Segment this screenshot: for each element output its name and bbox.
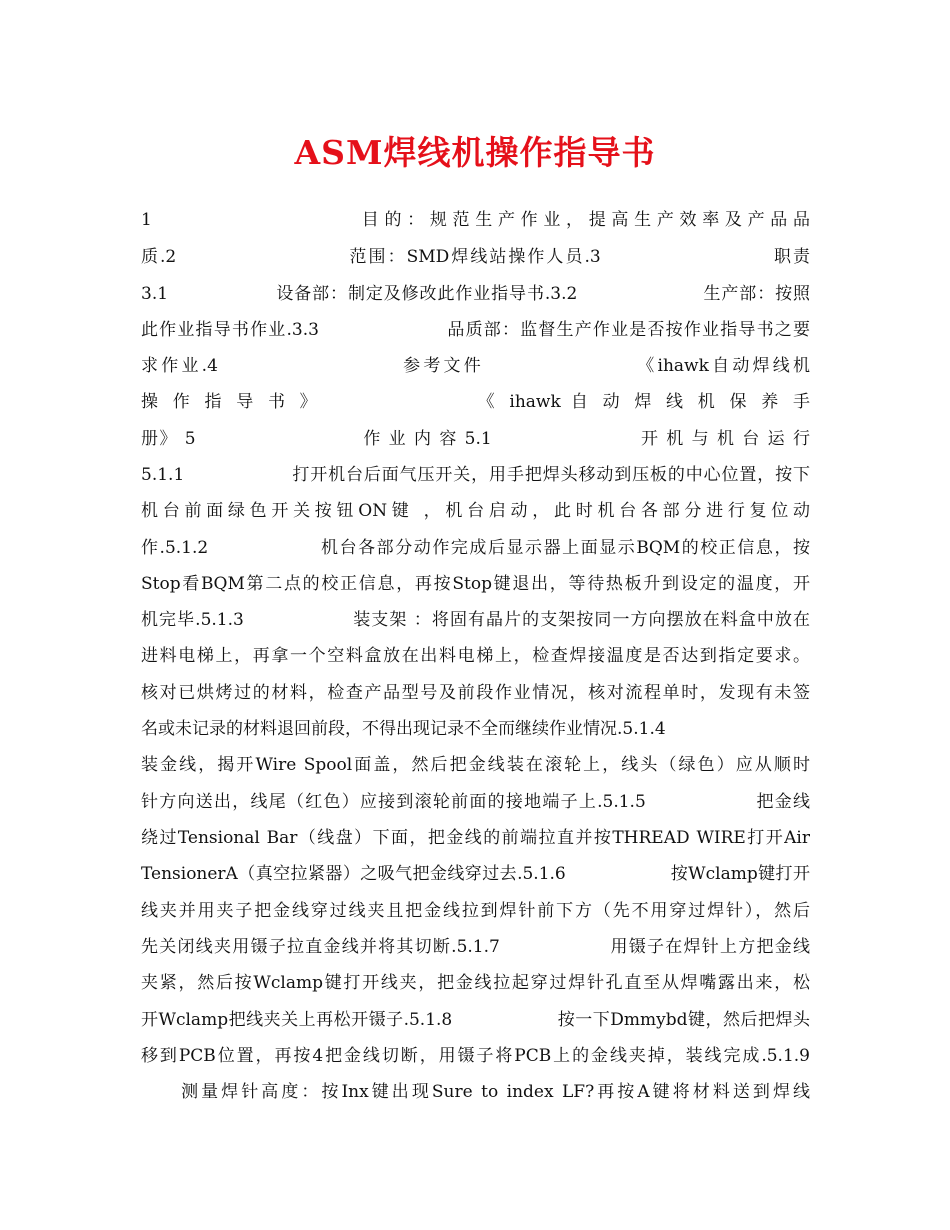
body-line-4: 此作业指导书作业.3.3 品质部：监督生产作业是否按作业指导书之要 [141,320,810,340]
body-line-23: 开Wclamp把线夹关上再松开镊子.5.1.8 按一下Dmmybd键，然后把焊头 [141,1010,810,1030]
body-line-11: Stop看BQM第二点的校正信息，再按Stop键退出，等待热板升到设定的温度，开 [141,574,810,594]
body-line-1: 1 目的：规范生产作业，提高生产效率及产品品 [141,210,810,230]
body-line-13: 进料电梯上，再拿一个空料盒放在出料电梯上，检查焊接温度是否达到指定要求。 [141,646,810,666]
body-line-12: 机完毕.5.1.3 装支架 ：将固有晶片的支架按同一方向摆放在料盒中放在 [141,610,810,630]
body-line-8: 5.1.1 打开机台后面气压开关，用手把焊头移动到压板的中心位置，按下 [141,465,810,485]
body-line-2: 质.2 范围：SMD焊线站操作人员.3 职责 [141,247,810,267]
body-line-24: 移到PCB位置，再按4把金线切断，用镊子将PCB上的金线夹掉，装线完成.5.1.9 [141,1046,810,1066]
body-line-18: 绕过Tensional Bar（线盘）下面，把金线的前端拉直并按THREAD WIRE打开Air [141,828,810,848]
body-line-6: 操 作 指 导 书 》 《 ihawk 自 动 焊 线 机 保 养 手 [141,392,810,412]
body-line-9: 机台前面绿色开关按钮ON键 ，机台启动，此时机台各部分进行复位动 [141,501,810,521]
body-line-16: 装金线，揭开Wire Spool面盖，然后把金线装在滚轮上，线头（绿色）应从顺时 [141,755,810,775]
body-line-3: 3.1 设备部：制定及修改此作业指导书.3.2 生产部：按照 [141,284,810,304]
body-line-25: 测量焊针高度：按Inx键出现Sure to index LF?再按A键将材料送到焊线 [141,1082,810,1102]
body-line-19: TensionerA（真空拉紧器）之吸气把金线穿过去.5.1.6 按Wclamp键打开 [141,864,810,884]
document-title: ASM焊线机操作指导书 [294,133,656,172]
body-line-17: 针方向送出，线尾（红色）应接到滚轮前面的接地端子上.5.1.5 把金线 [141,792,810,812]
body-line-20: 线夹并用夹子把金线穿过线夹且把金线拉到焊针前下方（先不用穿过焊针），然后 [141,901,810,921]
body-line-21: 先关闭线夹用镊子拉直金线并将其切断.5.1.7 用镊子在焊针上方把金线 [141,937,810,957]
body-line-7: 册》 5 作 业 内 容 5.1 开 机 与 机 台 运 行 [141,429,810,449]
body-line-10: 作.5.1.2 机台各部分动作完成后显示器上面显示BQM的校正信息，按 [141,538,810,558]
body-line-5: 求作业.4 参考文件 《ihawk自动焊线机 [141,356,810,376]
body-line-14: 核对已烘烤过的材料，检查产品型号及前段作业情况，核对流程单时，发现有未签 [141,683,810,703]
body-line-22: 夹紧，然后按Wclamp键打开线夹，把金线拉起穿过焊针孔直至从焊嘴露出来，松 [141,973,810,993]
body-line-15: 名或未记录的材料退回前段，不得出现记录不全而继续作业情况.5.1.4 [141,719,666,739]
